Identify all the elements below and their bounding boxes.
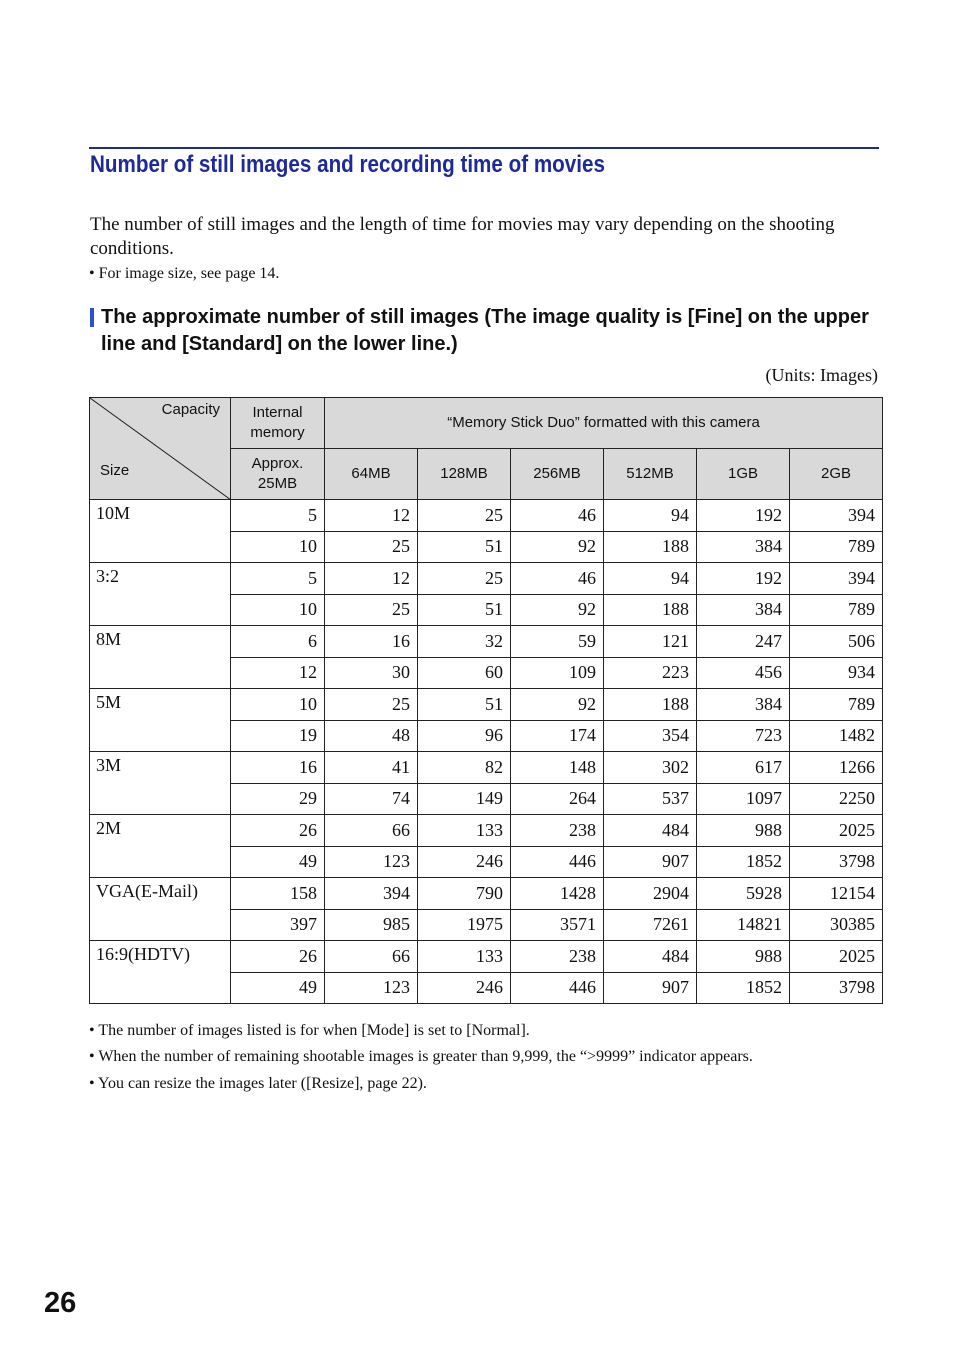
fine-count-cell: 46 (511, 563, 604, 595)
table-body (90, 500, 883, 1004)
memory-stick-header: “Memory Stick Duo” formatted with this camera (325, 398, 883, 449)
table-row (90, 626, 883, 658)
fine-count-cell: 148 (511, 752, 604, 784)
size-label: Size (100, 462, 130, 479)
standard-count-cell: 74 (325, 783, 418, 815)
fine-count-cell: 92 (511, 689, 604, 721)
fine-count-cell: 12 (325, 500, 418, 532)
capacity-header: 1GB (697, 449, 790, 500)
standard-count-cell: 264 (511, 783, 604, 815)
capacity-header: 64MB (325, 449, 418, 500)
image-size-cell: 3M (90, 752, 231, 815)
footnote: • The number of images listed is for when [Mode] is set to [Normal]. (89, 1022, 530, 1039)
standard-count-cell: 223 (604, 657, 697, 689)
fine-count-cell: 484 (604, 941, 697, 973)
fine-count-cell: 1428 (511, 878, 604, 910)
fine-count-cell: 506 (790, 626, 883, 658)
intro-text: The number of still images and the length of time for movies may vary depending on the shooting conditions. (90, 214, 835, 259)
table-row (90, 941, 883, 973)
fine-count-cell: 10 (231, 689, 325, 721)
standard-count-cell: 384 (697, 594, 790, 626)
standard-count-cell: 14821 (697, 909, 790, 941)
table-row (90, 563, 883, 595)
subheading: The approximate number of still images (The image quality is [Fine] on the upper line and [Standard] on the lower line.) (101, 306, 869, 355)
standard-count-cell: 789 (790, 531, 883, 563)
standard-count-cell: 29 (231, 783, 325, 815)
table-row (90, 752, 883, 784)
capacity-header: 2GB (790, 449, 883, 500)
standard-count-cell: 19 (231, 720, 325, 752)
standard-count-cell: 188 (604, 594, 697, 626)
standard-count-cell: 96 (418, 720, 511, 752)
capacity-header: 256MB (511, 449, 604, 500)
fine-count-cell: 384 (697, 689, 790, 721)
standard-count-cell: 10 (231, 594, 325, 626)
fine-count-cell: 394 (325, 878, 418, 910)
image-size-cell: 10M (90, 500, 231, 563)
standard-count-cell: 1852 (697, 972, 790, 1004)
table-row (90, 815, 883, 847)
standard-count-cell: 49 (231, 972, 325, 1004)
table-corner-header (90, 398, 231, 500)
table-row (90, 878, 883, 910)
fine-count-cell: 51 (418, 689, 511, 721)
standard-count-cell: 51 (418, 594, 511, 626)
standard-count-cell: 246 (418, 846, 511, 878)
fine-count-cell: 82 (418, 752, 511, 784)
fine-count-cell: 121 (604, 626, 697, 658)
standard-count-cell: 92 (511, 594, 604, 626)
standard-count-cell: 397 (231, 909, 325, 941)
fine-count-cell: 16 (325, 626, 418, 658)
image-size-cell: 16:9(HDTV) (90, 941, 231, 1004)
fine-count-cell: 16 (231, 752, 325, 784)
standard-count-cell: 354 (604, 720, 697, 752)
fine-count-cell: 238 (511, 941, 604, 973)
table-row (90, 689, 883, 721)
image-size-cell: 5M (90, 689, 231, 752)
fine-count-cell: 484 (604, 815, 697, 847)
fine-count-cell: 25 (325, 689, 418, 721)
units-label: (Units: Images) (765, 365, 878, 385)
standard-count-cell: 1097 (697, 783, 790, 815)
standard-count-cell: 109 (511, 657, 604, 689)
standard-count-cell: 12 (231, 657, 325, 689)
fine-count-cell: 158 (231, 878, 325, 910)
fine-count-cell: 25 (418, 563, 511, 595)
fine-count-cell: 133 (418, 815, 511, 847)
standard-count-cell: 51 (418, 531, 511, 563)
fine-count-cell: 26 (231, 941, 325, 973)
section-title: Number of still images and recording time of movies (90, 151, 605, 178)
fine-count-cell: 2025 (790, 815, 883, 847)
subheading-marker (90, 308, 94, 327)
fine-count-cell: 5 (231, 563, 325, 595)
fine-count-cell: 394 (790, 563, 883, 595)
page-number: 26 (44, 1287, 77, 1319)
fine-count-cell: 238 (511, 815, 604, 847)
fine-count-cell: 302 (604, 752, 697, 784)
capacity-table (89, 397, 883, 1004)
fine-count-cell: 790 (418, 878, 511, 910)
standard-count-cell: 537 (604, 783, 697, 815)
standard-count-cell: 985 (325, 909, 418, 941)
standard-count-cell: 907 (604, 972, 697, 1004)
standard-count-cell: 934 (790, 657, 883, 689)
fine-count-cell: 2025 (790, 941, 883, 973)
fine-count-cell: 988 (697, 815, 790, 847)
fine-count-cell: 26 (231, 815, 325, 847)
fine-count-cell: 192 (697, 563, 790, 595)
standard-count-cell: 174 (511, 720, 604, 752)
standard-count-cell: 3798 (790, 972, 883, 1004)
fine-count-cell: 1266 (790, 752, 883, 784)
standard-count-cell: 60 (418, 657, 511, 689)
standard-count-cell: 10 (231, 531, 325, 563)
footnote: • When the number of remaining shootable images is greater than 9,999, the “>9999” indicator appears. (89, 1048, 753, 1065)
fine-count-cell: 617 (697, 752, 790, 784)
standard-count-cell: 3571 (511, 909, 604, 941)
image-size-cell: 2M (90, 815, 231, 878)
fine-count-cell: 394 (790, 500, 883, 532)
fine-count-cell: 789 (790, 689, 883, 721)
fine-count-cell: 41 (325, 752, 418, 784)
fine-count-cell: 188 (604, 689, 697, 721)
fine-count-cell: 66 (325, 941, 418, 973)
fine-count-cell: 2904 (604, 878, 697, 910)
fine-count-cell: 192 (697, 500, 790, 532)
fine-count-cell: 5928 (697, 878, 790, 910)
standard-count-cell: 30385 (790, 909, 883, 941)
standard-count-cell: 907 (604, 846, 697, 878)
capacity-header: 512MB (604, 449, 697, 500)
standard-count-cell: 49 (231, 846, 325, 878)
standard-count-cell: 1852 (697, 846, 790, 878)
fine-count-cell: 46 (511, 500, 604, 532)
standard-count-cell: 25 (325, 594, 418, 626)
fine-count-cell: 247 (697, 626, 790, 658)
standard-count-cell: 446 (511, 972, 604, 1004)
standard-count-cell: 2250 (790, 783, 883, 815)
fine-count-cell: 133 (418, 941, 511, 973)
fine-count-cell: 32 (418, 626, 511, 658)
standard-count-cell: 723 (697, 720, 790, 752)
standard-count-cell: 384 (697, 531, 790, 563)
standard-count-cell: 123 (325, 972, 418, 1004)
fine-count-cell: 988 (697, 941, 790, 973)
standard-count-cell: 30 (325, 657, 418, 689)
standard-count-cell: 3798 (790, 846, 883, 878)
standard-count-cell: 789 (790, 594, 883, 626)
standard-count-cell: 1975 (418, 909, 511, 941)
standard-count-cell: 1482 (790, 720, 883, 752)
fine-count-cell: 59 (511, 626, 604, 658)
standard-count-cell: 446 (511, 846, 604, 878)
fine-count-cell: 94 (604, 563, 697, 595)
fine-count-cell: 6 (231, 626, 325, 658)
capacity-header: 128MB (418, 449, 511, 500)
intro-note: • For image size, see page 14. (89, 265, 280, 282)
fine-count-cell: 66 (325, 815, 418, 847)
capacity-label: Capacity (161, 401, 220, 418)
internal-memory-header: Internal memory (231, 398, 325, 449)
standard-count-cell: 188 (604, 531, 697, 563)
fine-count-cell: 12154 (790, 878, 883, 910)
image-size-cell: 8M (90, 626, 231, 689)
approx-header: Approx. 25MB (231, 449, 325, 500)
footnote: • You can resize the images later ([Resize], page 22). (89, 1075, 427, 1092)
image-size-cell: 3:2 (90, 563, 231, 626)
standard-count-cell: 7261 (604, 909, 697, 941)
fine-count-cell: 94 (604, 500, 697, 532)
heading-rule (89, 147, 879, 149)
image-size-cell: VGA(E-Mail) (90, 878, 231, 941)
standard-count-cell: 246 (418, 972, 511, 1004)
standard-count-cell: 149 (418, 783, 511, 815)
fine-count-cell: 12 (325, 563, 418, 595)
fine-count-cell: 25 (418, 500, 511, 532)
table-row (90, 500, 883, 532)
standard-count-cell: 456 (697, 657, 790, 689)
standard-count-cell: 123 (325, 846, 418, 878)
standard-count-cell: 92 (511, 531, 604, 563)
fine-count-cell: 5 (231, 500, 325, 532)
standard-count-cell: 48 (325, 720, 418, 752)
standard-count-cell: 25 (325, 531, 418, 563)
